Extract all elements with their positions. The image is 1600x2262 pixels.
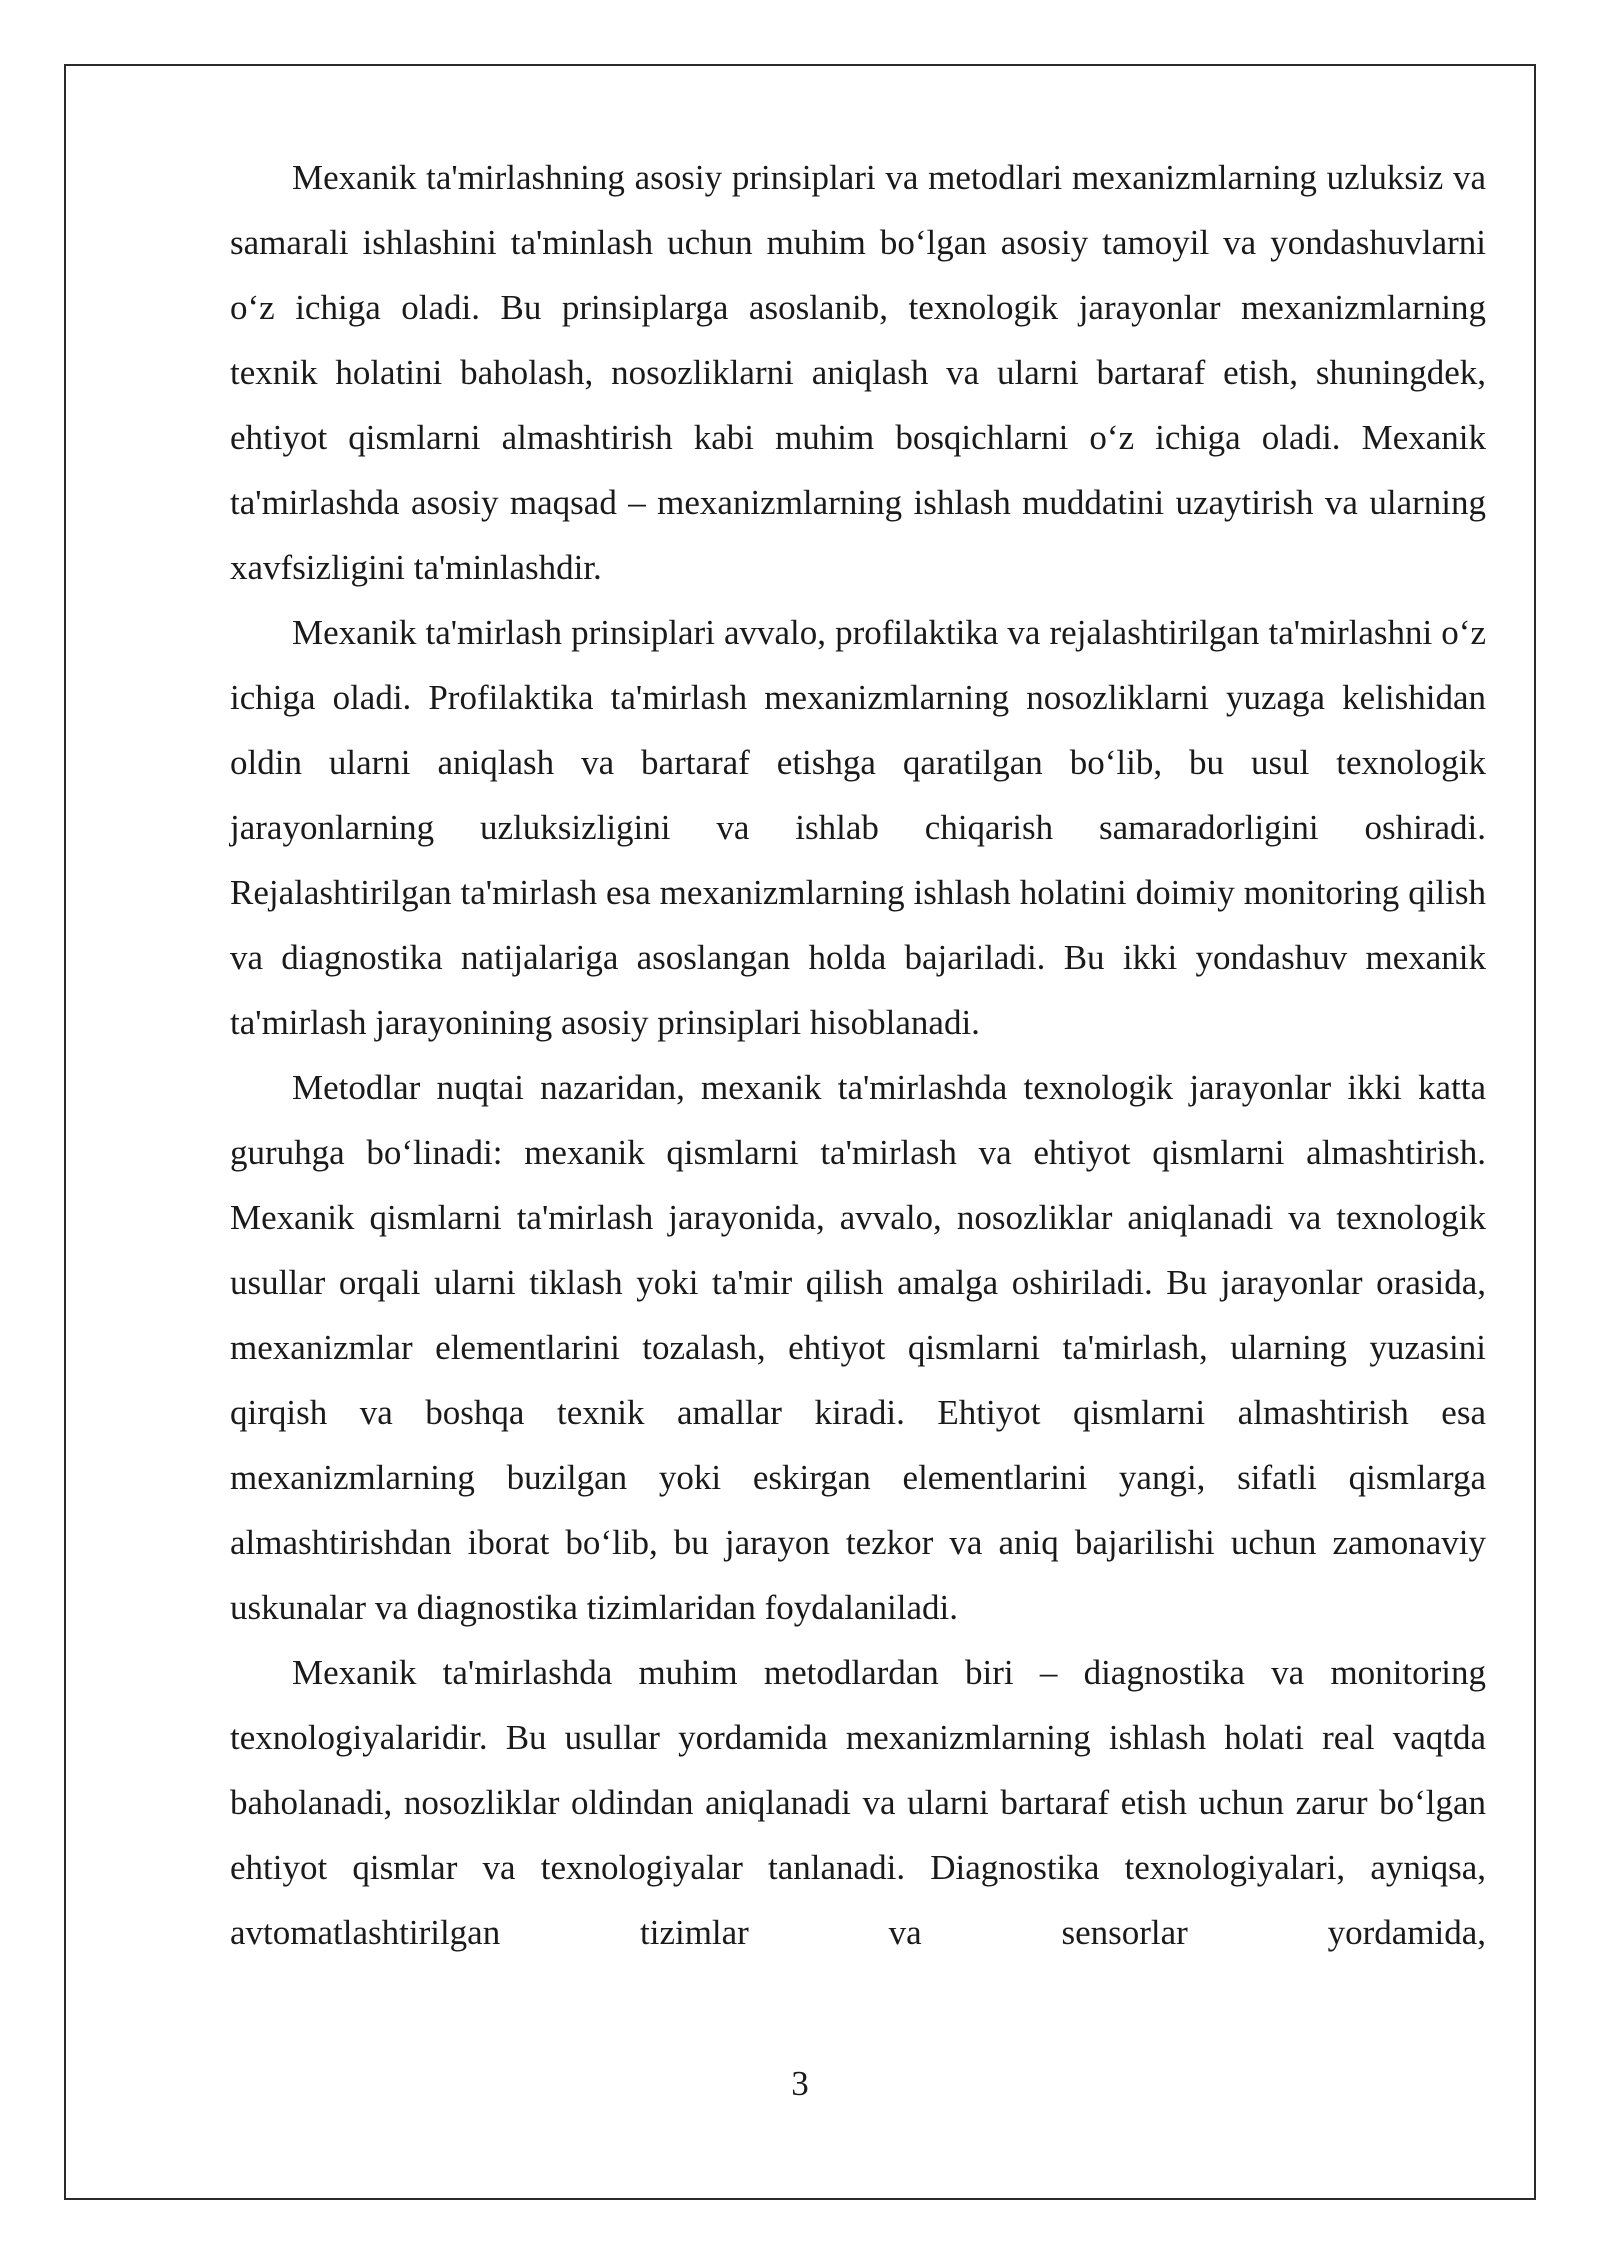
paragraph-3: Metodlar nuqtai nazaridan, mexanik ta'mirlashda texnologik jarayonlar ikki katta guruhga bo‘linadi: mexanik qismlarni ta'mirlash va ehtiyot qismlarni almashtirish. Mexanik qismlarni ta'mirlash jarayonida, avvalo, nosozliklar aniqlanadi va texnologik usullar orqali ularni tiklash yoki ta'mir qilish amalga oshiriladi. Bu jarayonlar orasida, mexanizmlar elementlarini tozalash, ehtiyot qismlarni ta'mirlash, ularning yuzasini qirqish va boshqa texnik amallar kiradi. Ehtiyot qismlarni almashtirish esa mexanizmlarning buzilgan yoki eskirgan elementlarini yangi, sifatli qismlarga almashtirishdan iborat bo‘lib, bu jarayon tezkor va aniq bajarilishi uchun zamonaviy uskunalar va diagnostika tizimlaridan foydalaniladi. — [230, 1068, 1486, 1627]
document-body — [230, 145, 1486, 1965]
page-number: 3 — [791, 2064, 809, 2103]
paragraph-1: Mexanik ta'mirlashning asosiy prinsiplari va metodlari mexanizmlarning uzluksiz va samarali ishlashini ta'minlash uchun muhim bo‘lgan asosiy tamoyil va yondashuvlarni o‘z ichiga oladi. Bu prinsiplarga asoslanib, texnologik jarayonlar mexanizmlarning texnik holatini baholash, nosozliklarni aniqlash va ularni bartaraf etish, shuningdek, ehtiyot qismlarni almashtirish kabi muhim bosqichlarni o‘z ichiga oladi. Mexanik ta'mirlashda asosiy maqsad – mexanizmlarning ishlash muddatini uzaytirish va ularning xavfsizligini ta'minlashdir. — [230, 158, 1486, 587]
paragraph-2: Mexanik ta'mirlash prinsiplari avvalo, profilaktika va rejalashtirilgan ta'mirlashni o‘z ichiga oladi. Profilaktika ta'mirlash mexanizmlarning nosozliklarni yuzaga kelishidan oldin ularni aniqlash va bartaraf etishga qaratilgan bo‘lib, bu usul texnologik jarayonlarning uzluksizligini va ishlab chiqarish samaradorligini oshiradi. Rejalashtirilgan ta'mirlash esa mexanizmlarning ishlash holatini doimiy monitoring qilish va diagnostika natijalariga asoslangan holda bajariladi. Bu ikki yondashuv mexanik ta'mirlash jarayonining asosiy prinsiplari hisoblanadi. — [230, 613, 1486, 1042]
paragraph-4: Mexanik ta'mirlashda muhim metodlardan biri – diagnostika va monitoring texnologiyalaridir. Bu usullar yordamida mexanizmlarning ishlash holati real vaqtda baholanadi, nosozliklar oldindan aniqlanadi va ularni bartaraf etish uchun zarur bo‘lgan ehtiyot qismlar va texnologiyalar tanlanadi. Diagnostika texnologiyalari, ayniqsa, avtomatlashtirilgan tizimlar va sensorlar yordamida, — [230, 1653, 1486, 1952]
